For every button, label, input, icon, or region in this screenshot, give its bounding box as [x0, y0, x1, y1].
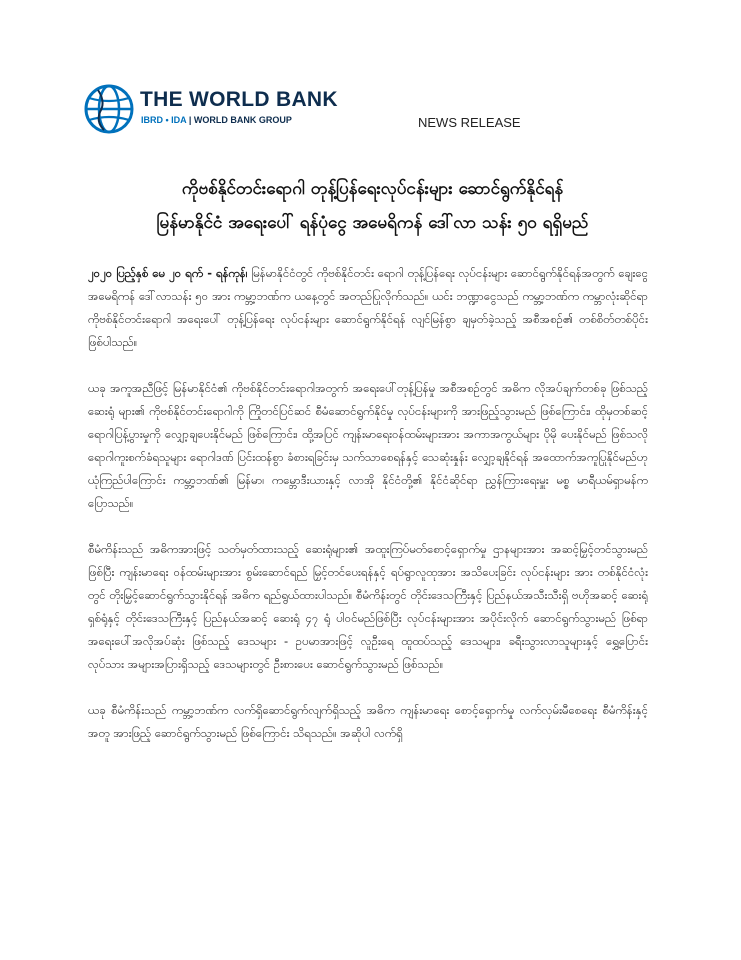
news-release-label: NEWS RELEASE: [418, 115, 521, 130]
paragraph-3: စီမံကိန်းသည် အဓိကအားဖြင့် သတ်မှတ်ထားသည့် ဆေးရုံများ၏ အထူးကြပ်မတ်စောင့်ရှောက်မှု ဌာနများအား အဆင့်မြှင့်တင်သွားမည် ဖြစ်ပြီး ကျန်းမာရေး ဝန်ထမ်းများအား စွမ်းဆောင်ရည် မြှင့်တင်ပေးရန်နှင့် ရပ်ရွာလူထုအား အသိပေးခြင်း လုပ်ငန်းများ အား တစ်နိုင်ငံလုံးတွင် တိုးမြှင့်ဆောင်ရွက်သွားနိုင်ရန် အဓိက ရည်ရွယ်ထားပါသည်။ စီမံကိန်းတွင် တိုင်းဒေသကြီးနှင့် ပြည်နယ်အသီးသီးရှိ ဗဟိုအဆင့် ဆေးရုံ ရှစ်ရုံနှင့် တိုင်းဒေသကြီးနှင့် ပြည်နယ်အဆင့် ဆေးရုံ ၄၇ ရုံ ပါဝင်မည်ဖြစ်ပြီး လုပ်ငန်းများအား အပိုင်းလိုက် ဆောင်ရွက်သွားမည် ဖြစ်ရာ အရေးပေါ်အလိုအပ်ဆုံး ဖြစ်သည့် ဒေသများ - ဥပမာအားဖြင့် လူဦးရေ ထူထပ်သည့် ဒေသများ၊ ခရီးသွားလာသူများနှင့် ရွှေ့ပြောင်း လုပ်သား အများအပြားရှိသည့် ဒေသများတွင် ဦးစားပေး ဆောင်ရွက်သွားမည် ဖြစ်သည်။: [88, 542, 648, 671]
paragraph-2: ယခု အကူအညီဖြင့် မြန်မာနိုင်ငံ၏ ကိုဗစ်နိုင်တင်းရောဂါအတွက် အရေးပေါ်တုန့်ပြန်မှု အစီအစဉ်တွင် အဓိက လိုအပ်ချက်တစ်ခု ဖြစ်သည့် ဆေးရုံ များ၏ ကိုဗစ်နိုင်တင်းရောဂါကို ကြိုတင်ပြင်ဆင် စီမံဆောင်ရွက်နိုင်မှု လုပ်ငန်းများကို အားဖြည့်သွားမည် ဖြစ်ကြောင်း၊ ထိုမှတစ်ဆင့် ရောဂါပြန့်ပွားမှုကို လျှော့ချပေးနိုင်မည် ဖြစ်ကြောင်း၊ ထို့အပြင် ကျန်းမာရေးဝန်ထမ်းများအား အကာအကွယ်များ ပိုမို ပေးနိုင်မည် ဖြစ်သလို ရောဂါကူးစက်ခံရသူများ ရောဂါဒဏ် ပြင်းထန်စွာ ခံစားရခြင်းမှ သက်သာစေရန်နှင့် သေဆုံးနှုန်း လျှော့ချနိုင်ရန် အထောက်အကူပြုနိုင်မည်ဟု ယုံကြည်ပါကြောင်း ကမ္ဘာ့ဘဏ်၏ မြန်မာ၊ ကမ္ဘောဒီးယားနှင့် လာအို နိုင်ငံတို့၏ နိုင်ငံဆိုင်ရာ ညွှန်ကြားရေးမှူး မစ္စ မာရီယမ်ရှာမန်က ပြောသည်။: [88, 381, 648, 510]
article-body: [88, 262, 648, 952]
dateline: ၂၀၂၀ ပြည့်နှစ် မေ ၂၀ ရက် - ရန်ကုန်၊: [88, 266, 248, 280]
paragraph-1: [88, 262, 648, 354]
logo-sub-group: WORLD BANK GROUP: [193, 115, 292, 125]
logo-sub-separator: |: [186, 115, 194, 125]
logo-sub-ibrd: IBRD • IDA: [141, 115, 187, 125]
paragraph-4: ယခု စီမံကိန်းသည် ကမ္ဘာ့ဘဏ်က လက်ရှိဆောင်ရွက်လျက်ရှိသည့် အဓိက ကျန်းမာရေး စောင့်ရှောက်မှု လက်လှမ်းမီစေရေး စီမံကိန်းနှင့်အတူ အားဖြည့် ဆောင်ရွက်သွားမည် ဖြစ်ကြောင်း သိရသည်။ အဆိုပါ လက်ရှိ: [88, 703, 648, 740]
paragraph-1-text: မြန်မာနိုင်ငံတွင် ကိုဗစ်နိုင်တင်း ရောဂါ တုန့်ပြန်ရေး လုပ်ငန်းများ ဆောင်ရွက်နိုင်ရန်အတွက် ချေးငွေ အမေရိကန် ဒေါ်လာသန်း ၅၀ အား ကမ္ဘာ့ဘဏ်က ယနေ့တွင် အတည်ပြုလိုက်သည်။ ယင်း ဘဏ္ဍာငွေသည် ကမ္ဘာ့ဘဏ်က ကမ္ဘာလုံးဆိုင်ရာ ကိုဗစ်နိုင်တင်းရောဂါ အရေးပေါ် တုန့်ပြန်ရေး လုပ်ငန်းများ ဆောင်ရွက်နိုင်ရန် လျင်မြန်စွာ ချမှတ်ခဲ့သည့် အစီအစဉ်၏ တစ်စိတ်တစ်ပိုင်း ဖြစ်ပါသည်။: [88, 266, 648, 349]
globe-icon: [84, 84, 134, 134]
page-header: [84, 84, 644, 144]
logo-wordmark: THE WORLD BANK: [140, 88, 338, 111]
headline-line-2: မြန်မာနိုင်ငံ အရေးပေါ် ရန်ပုံငွေ အမေရိကန် ဒေါ်လာ သန်း ၅၀ ရရှိမည်: [156, 213, 589, 233]
world-bank-logo: [84, 84, 354, 136]
headline-line-1: ကိုဗစ်နိုင်တင်းရောဂါ တုန့်ပြန်ရေးလုပ်ငန်းများ ဆောင်ရွက်နိုင်ရန်: [181, 179, 564, 199]
headline: [60, 172, 685, 240]
logo-subtitle: [141, 115, 292, 125]
